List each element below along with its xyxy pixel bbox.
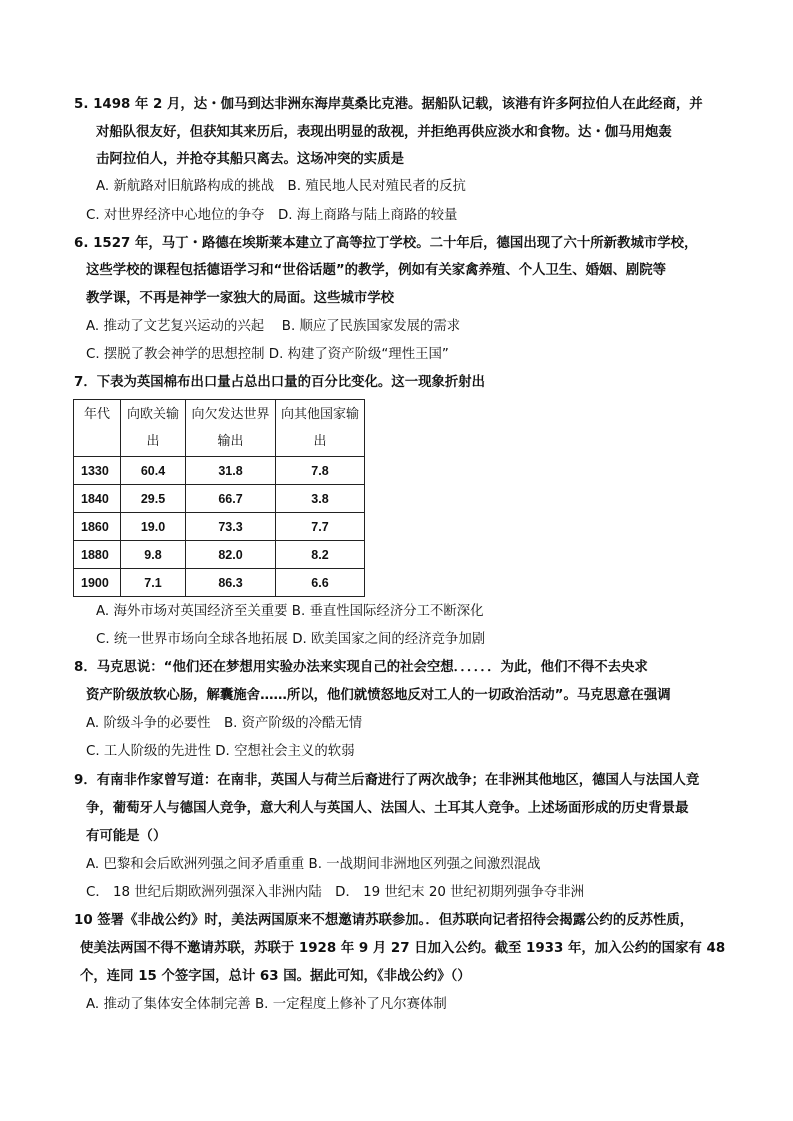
cell-underdeveloped: 86.3 [186,569,276,597]
q9-options-ab: A. 巴黎和会后欧洲列强之间矛盾重重 B. 一战期间非洲地区列强之间激烈混战 [86,857,541,872]
q5-stem-line-2: 对船队很友好，但获知其来历后，表现出明显的敌视，并拒绝再供应淡水和食物。达・伽马用炮轰 [96,125,672,140]
q8-options-cd: C. 工人阶级的先进性 D. 空想社会主义的软弱 [86,744,355,759]
q6-stem-line-1: 6. 1527 年，马丁・路德在埃斯莱本建立了高等拉丁学校。二十年后，德国出现了六十所新教城市学校， [74,236,698,251]
cell-underdeveloped: 66.7 [186,485,276,513]
cell-europe: 19.0 [121,513,186,541]
cell-year: 1900 [74,569,121,597]
cell-underdeveloped: 31.8 [186,457,276,485]
header-other-line-1: 向其他国家输 [280,406,359,421]
cell-europe: 60.4 [121,457,186,485]
q10-stem-line-2: 使美法两国不得不邀请苏联，苏联于 1928 年 9 月 27 日加入公约。截至 1933 年，加入公约的国家有 48 [80,941,726,956]
header-europe-line-2: 出 [146,433,160,448]
q7-stem: 7．下表为英国棉布出口量占总出口量的百分比变化。这一现象折射出 [74,375,486,390]
cell-underdeveloped: 73.3 [186,513,276,541]
table-row [74,513,365,541]
q5-stem-line-3: 击阿拉伯人，并抢夺其船只离去。这场冲突的实质是 [96,152,404,167]
cell-underdeveloped: 82.0 [186,541,276,569]
q8-stem-line-1: 8．马克思说：“他们还在梦想用实验办法来实现自己的社会空想．．．．．．为此，他们不得不去央求 [74,660,648,675]
cell-other: 8.2 [276,541,365,569]
cell-year: 1860 [74,513,121,541]
header-year [74,400,121,457]
q9-stem-line-3: 有可能是（） [86,829,167,844]
cell-year: 1880 [74,541,121,569]
table-row [74,569,365,597]
q6-options-ab: A. 推动了文艺复兴运动的兴起 B. 顺应了民族国家发展的需求 [86,319,461,334]
cell-other: 3.8 [276,485,365,513]
header-underdeveloped-line-2: 输出 [217,433,244,448]
table-row [74,541,365,569]
q9-options-cd: C． 18 世纪后期欧洲列强深入非洲内陆 D． 19 世纪末 20 世纪初期列强争夺非洲 [86,885,585,900]
cell-europe: 7.1 [121,569,186,597]
cell-other: 7.7 [276,513,365,541]
header-other [276,400,365,457]
q9-stem-line-2: 争，葡萄牙人与德国人竞争，意大利人与英国人、法国人、土耳其人竞争。上述场面形成的历史背景最 [86,801,689,816]
header-other-line-2: 出 [313,433,327,448]
cell-year: 1330 [74,457,121,485]
cell-other: 6.6 [276,569,365,597]
q10-options-ab: A. 推动了集体安全体制完善 B. 一定程度上修补了凡尔赛体制 [86,997,447,1012]
cell-year: 1840 [74,485,121,513]
q8-stem-line-2: 资产阶级放软心肠，解囊施舍……所以，他们就愤怒地反对工人的一切政治活动”。马克思意在强调 [86,688,671,703]
cell-europe: 9.8 [121,541,186,569]
cell-europe: 29.5 [121,485,186,513]
q5-stem-line-1: 5. 1498 年 2 月，达・伽马到达非洲东海岸莫桑比克港。据船队记载，该港有许多阿拉伯人在此经商，并 [74,97,703,112]
q5-options-ab: A. 新航路对旧航路构成的挑战 B. 殖民地人民对殖民者的反抗 [96,179,466,194]
header-underdeveloped-line-1: 向欠发达世界 [191,406,270,421]
q7-options-cd: C. 统一世界市场向全球各地拓展 D. 欧美国家之间的经济竞争加剧 [96,632,486,647]
q6-options-cd: C. 摆脱了教会神学的思想控制 D. 构建了资产阶级“理性王国” [86,347,449,362]
q5-options-cd: C. 对世界经济中心地位的争夺 D. 海上商路与陆上商路的较量 [86,208,458,223]
cell-other: 7.8 [276,457,365,485]
q9-stem-line-1: 9．有南非作家曾写道：在南非，英国人与荷兰后裔进行了两次战争；在非洲其他地区，德国人与法国人竞 [74,773,700,788]
q6-stem-line-2: 这些学校的课程包括德语学习和“世俗话题”的教学，例如有关家禽养殖、个人卫生、婚姻、剧院等 [86,263,667,278]
header-europe [121,400,186,457]
q7-options-ab: A. 海外市场对英国经济至关重要 B. 垂直性国际经济分工不断深化 [96,604,484,619]
q8-options-ab: A. 阶级斗争的必要性 B. 资产阶级的冷酷无情 [86,716,363,731]
header-europe-line-1: 向欧关输 [126,406,179,421]
table-row [74,457,365,485]
header-year-label: 年代 [83,406,110,421]
table-header-row [74,400,365,457]
header-underdeveloped [186,400,276,457]
table-row [74,485,365,513]
export-table [73,399,365,597]
q10-stem-line-1: 10 签署《非战公约》时，美法两国原来不想邀请苏联参加。．但苏联向记者招待会揭露公约的反苏性质， [74,913,694,928]
q10-stem-line-3: 个，连同 15 个签字国，总计 63 国。据此可知，《非战公约》（） [80,969,471,984]
q6-stem-line-3: 教学课，不再是神学一家独大的局面。这些城市学校 [86,291,394,306]
